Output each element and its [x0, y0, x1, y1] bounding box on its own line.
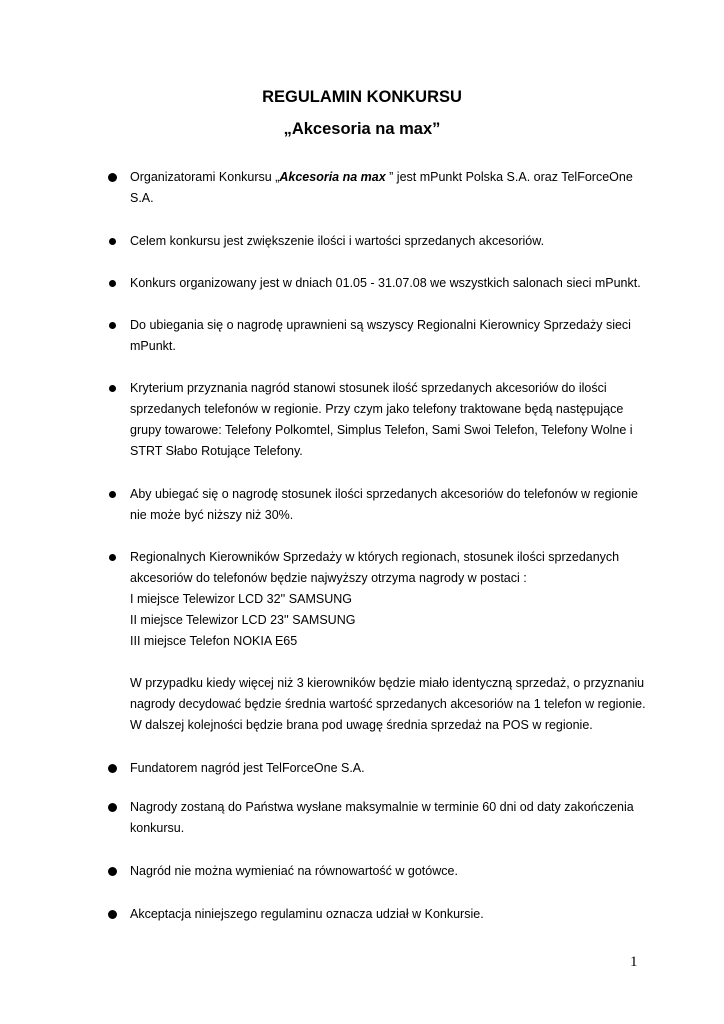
document-title: REGULAMIN KONKURSU [262, 88, 462, 106]
bullet-icon [109, 238, 116, 245]
prize-first: I miejsce Telewizor LCD 32'' SAMSUNG [130, 592, 352, 606]
rule-text: Regionalnych Kierowników Sprzedaży w których regionach, stosunek ilości sprzedanych akcesoriów do telefonów będzie najwyższy otrzyma nagrody w postaci : [130, 550, 620, 585]
contest-name-emphasis: Akcesoria na max [279, 170, 386, 184]
document-subtitle: „Akcesoria na max” [283, 120, 441, 138]
rule-item-prizes [130, 547, 650, 736]
rule-item-organizers [130, 167, 650, 209]
bullet-icon [108, 910, 117, 919]
rule-text: Fundatorem nagród jest TelForceOne S.A. [130, 761, 365, 775]
rule-item-sponsor [130, 758, 650, 779]
rule-item-criterion [130, 378, 650, 462]
rule-text: Akceptacja niniejszego regulaminu oznacza udział w Konkursie. [130, 907, 484, 921]
bullet-icon [109, 280, 116, 287]
prize-second: II miejsce Telewizor LCD 23'' SAMSUNG [130, 613, 356, 627]
rule-text: Konkurs organizowany jest w dniach 01.05 - 31.07.08 we wszystkich salonach sieci mPunkt. [130, 276, 641, 290]
rule-text: Nagród nie można wymieniać na równowartość w gotówce. [130, 864, 458, 878]
bullet-icon [109, 491, 116, 498]
bullet-icon [109, 554, 116, 561]
tie-break-note: W przypadku kiedy więcej niż 3 kierowników będzie miało identyczną sprzedaż, o przyznaniu nagrody decydować będzie średnia wartość sprzedanych akcesoriów na 1 telefon w regionie. W dalszej kolejności będzie brana pod uwagę średnia sprzedaż na POS w regionie. [130, 676, 646, 732]
bullet-icon [109, 385, 116, 392]
bullet-icon [108, 803, 117, 812]
rule-text: Organizatorami Konkursu „Akcesoria na max ” jest mPunkt Polska S.A. oraz TelForceOne S.A. [130, 170, 633, 205]
rule-item-no-cash [130, 861, 650, 882]
prize-third: III miejsce Telefon NOKIA E65 [130, 634, 298, 648]
rule-text: Kryterium przyznania nagród stanowi stosunek ilość sprzedanych akcesoriów do ilości sprzedanych telefonów w regionie. Przy czym jako telefony traktowane będą następujące grupy towarowe: Telefony Polkomtel, Simplus Telefon, Sami Swoi Telefon, Telefony Wolne i STRT Słabo Rotujące Telefony. [130, 381, 633, 458]
rule-text: Do ubiegania się o nagrodę uprawnieni są wszyscy Regionalni Kierownicy Sprzedaży sieci mPunkt. [130, 318, 631, 353]
rule-text: Aby ubiegać się o nagrodę stosunek ilości sprzedanych akcesoriów do telefonów w regionie nie może być niższy niż 30%. [130, 487, 638, 522]
rule-item-goal [130, 231, 650, 252]
rule-item-threshold [130, 484, 650, 526]
bullet-icon [108, 867, 117, 876]
bullet-icon [108, 764, 117, 773]
rule-item-eligibility [130, 315, 650, 357]
rule-item-shipping [130, 797, 650, 839]
rule-item-dates [130, 273, 650, 294]
bullet-icon [108, 173, 117, 182]
rule-text: Nagrody zostaną do Państwa wysłane maksymalnie w terminie 60 dni od daty zakończenia konkursu. [130, 800, 634, 835]
rule-text: Celem konkursu jest zwiększenie ilości i wartości sprzedanych akcesoriów. [130, 234, 545, 248]
page-number: 1 [630, 954, 638, 970]
bullet-icon [109, 322, 116, 329]
rule-item-acceptance [130, 904, 650, 925]
